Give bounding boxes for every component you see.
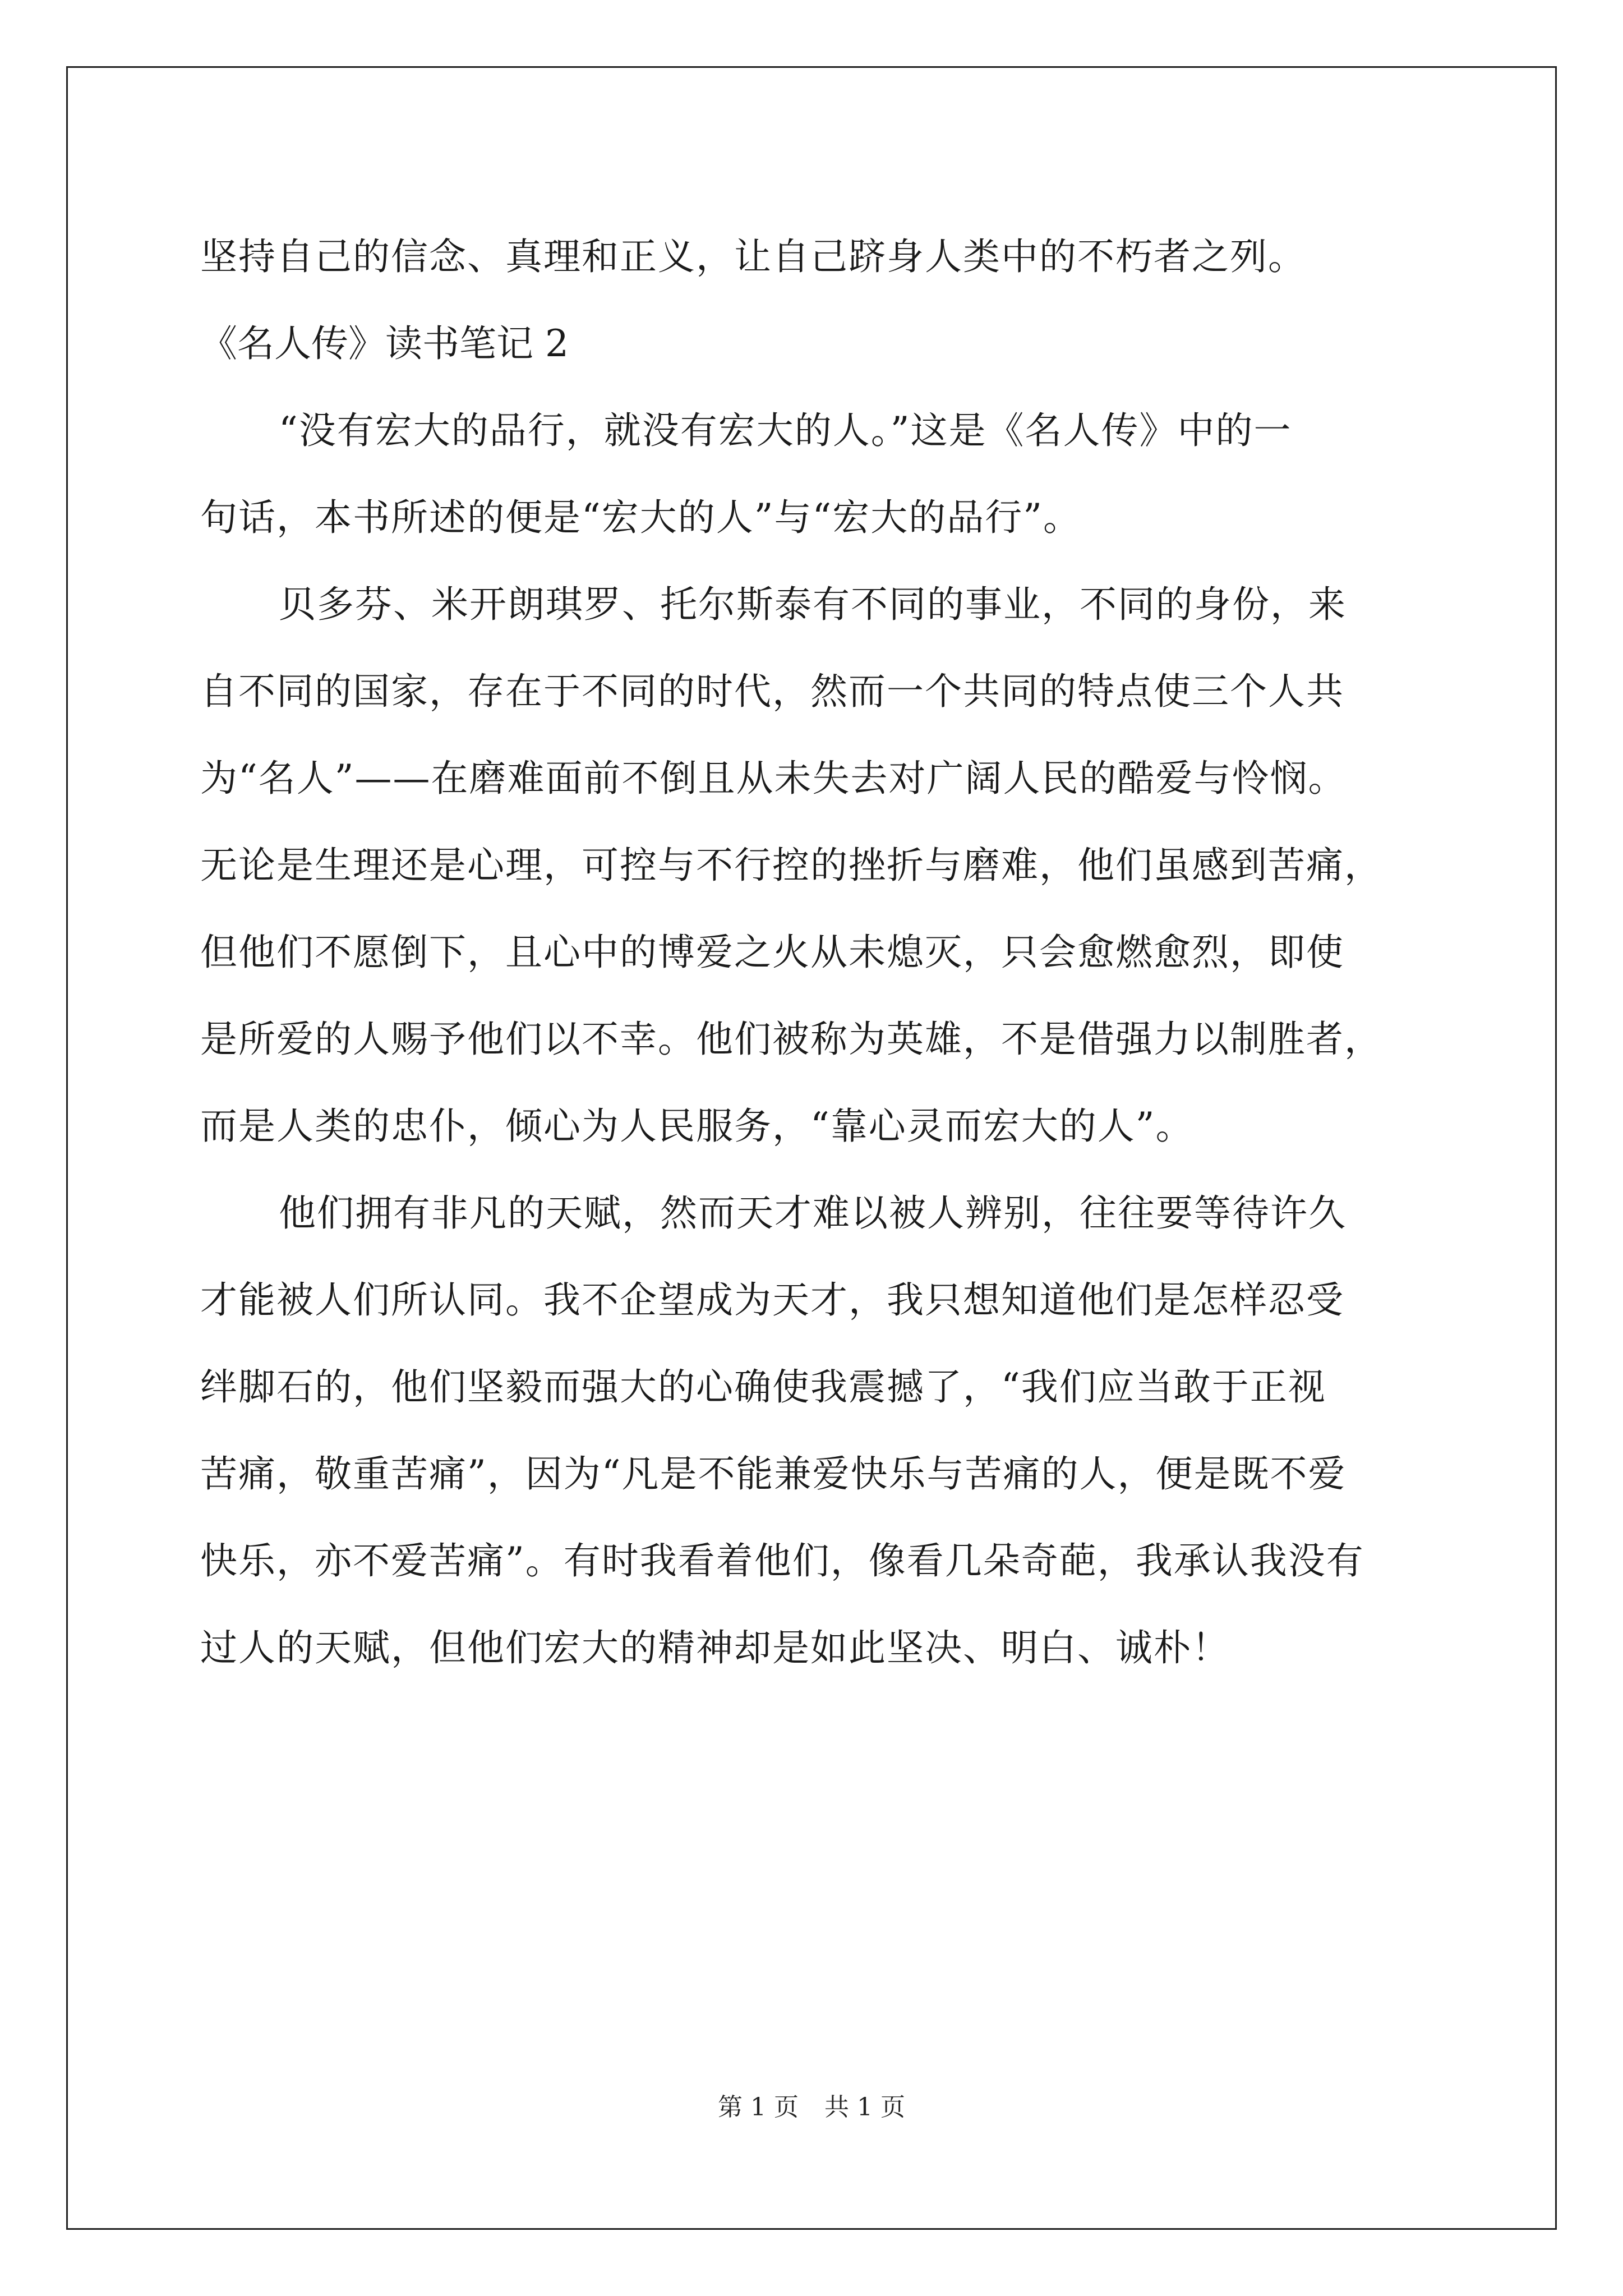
text-line: 才能被人们所认同。我不企望成为天才，我只想知道他们是怎样忍受 [200,1278,1344,1322]
page-number: 第 1 页 [718,2093,799,2122]
page-total: 共 1 页 [824,2093,905,2122]
text-line: 坚持自己的信念、真理和正义，让自己跻身人类中的不朽者之列。 [200,235,1306,278]
text-line: 为“名人”——在磨难面前不倒且从未失去对广阔人民的酷爱与怜悯。 [200,757,1347,800]
text-line: 但他们不愿倒下，且心中的博爱之火从未熄灭，只会愈燃愈烈，即使 [200,931,1344,974]
paragraph-start-line: “没有宏大的品行，就没有宏大的人。”这是《名人传》中的一 [279,409,1292,452]
text-line: 是所爱的人赐予他们以不幸。他们被称为英雄，不是借强力以制胜者， [200,1018,1382,1061]
paragraph-start-line: 贝多芬、米开朗琪罗、托尔斯泰有不同的事业，不同的身份，来 [279,583,1347,626]
text-line: 句话，本书所述的便是“宏大的人”与“宏大的品行”。 [200,496,1081,539]
text-line: 无论是生理还是心理，可控与不行控的挫折与磨难，他们虽感到苦痛， [200,844,1382,887]
page-footer [0,2087,1623,2123]
text-line: 而是人类的忠仆，倾心为人民服务，“靠心灵而宏大的人”。 [200,1105,1194,1148]
text-line: 绊脚石的，他们坚毅而强大的心确使我震撼了，“我们应当敢于正视 [200,1365,1326,1409]
text-line: 过人的天赋，但他们宏大的精神却是如此坚决、明白、诚朴！ [200,1626,1230,1669]
paragraph-start-line: 他们拥有非凡的天赋，然而天才难以被人辨别，往往要等待许久 [279,1191,1347,1235]
text-line: 自不同的国家，存在于不同的时代，然而一个共同的特点使三个人共 [200,670,1344,713]
text-line: 苦痛，敬重苦痛”，因为“凡是不能兼爱快乐与苦痛的人，便是既不爱 [200,1452,1347,1496]
document-body [200,213,1434,1691]
text-line: 快乐，亦不爱苦痛”。有时我看着他们，像看几朵奇葩，我承认我没有 [200,1539,1364,1582]
section-heading: 《名人传》读书笔记 2 [200,322,569,365]
